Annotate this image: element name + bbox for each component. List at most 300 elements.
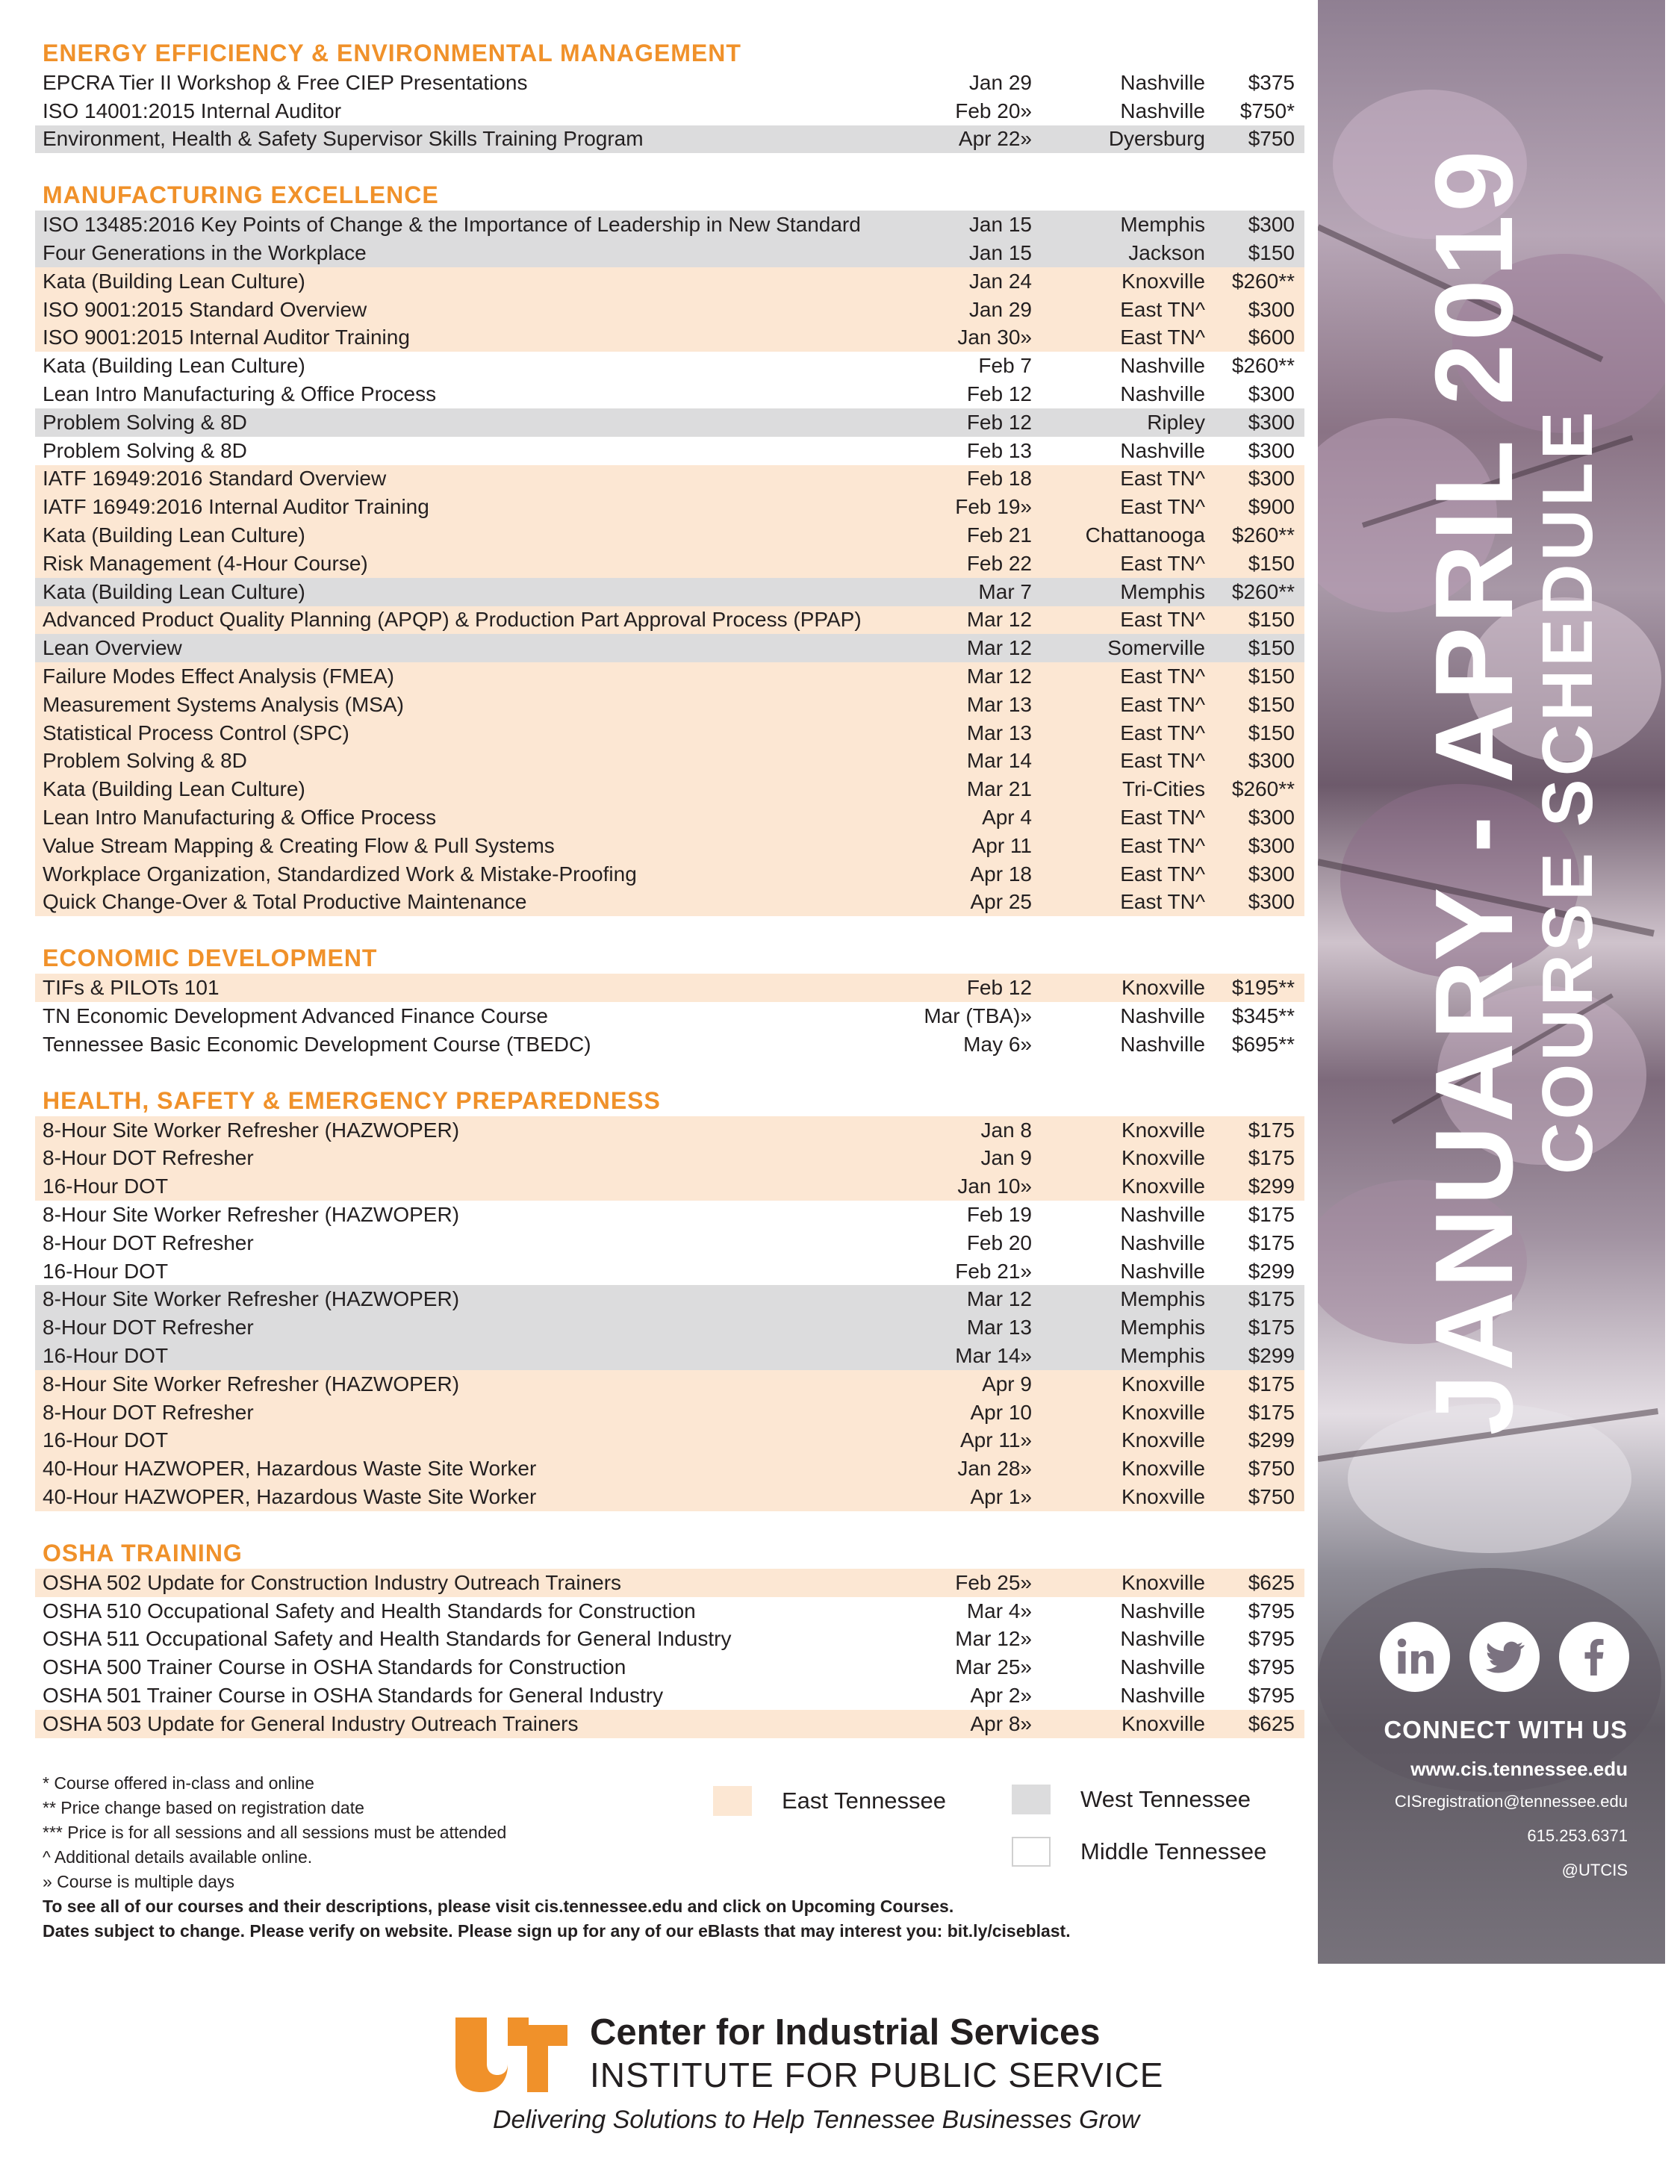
course-name: Lean Overview [43, 636, 182, 660]
course-location: Nashville [1120, 1599, 1205, 1623]
course-name: Problem Solving & 8D [43, 438, 247, 462]
course-location: Knoxville [1121, 1400, 1205, 1424]
course-location: Nashville [1120, 1004, 1205, 1027]
course-row [35, 1455, 1304, 1483]
course-row [35, 832, 1304, 860]
course-name: Value Stream Mapping & Creating Flow & Pull Systems [43, 833, 555, 857]
course-date: Feb 12 [966, 382, 1032, 406]
course-row [35, 267, 1304, 296]
course-date: Jan 8 [980, 1118, 1032, 1142]
course-location: East TN^ [1120, 297, 1205, 321]
course-name: Workplace Organization, Standardized Work & Mistake-Proofing [43, 862, 637, 886]
course-location: Nashville [1120, 382, 1205, 406]
course-location: East TN^ [1120, 326, 1205, 349]
course-date: Apr 1» [970, 1484, 1032, 1508]
course-location: East TN^ [1120, 495, 1205, 519]
course-row [35, 1597, 1304, 1625]
course-date: Feb 12 [966, 976, 1032, 1000]
course-price: $300 [1248, 467, 1295, 491]
course-price: $300 [1248, 213, 1295, 237]
course-date: Apr 22» [958, 127, 1032, 151]
course-date: Feb 22 [966, 551, 1032, 575]
section-title: ECONOMIC DEVELOPMENT [43, 945, 378, 972]
vertical-title [1413, 45, 1613, 1538]
course-price: $260** [1231, 269, 1295, 293]
course-name: OSHA 500 Trainer Course in OSHA Standards for Construction [43, 1655, 626, 1679]
section-title: OSHA TRAINING [43, 1539, 243, 1567]
course-name: 16-Hour DOT [43, 1259, 169, 1283]
course-row [35, 97, 1304, 125]
course-name: Kata (Building Lean Culture) [43, 354, 305, 378]
org-name: Center for Industrial Services [590, 2012, 1101, 2053]
course-name: 40-Hour HAZWOPER, Hazardous Waste Site Worker [43, 1457, 537, 1481]
course-name: 8-Hour Site Worker Refresher (HAZWOPER) [43, 1202, 460, 1226]
course-date: Feb 19 [966, 1202, 1032, 1226]
course-name: 16-Hour DOT [43, 1175, 169, 1198]
course-location: Memphis [1120, 1343, 1205, 1367]
course-location: Nashville [1120, 1259, 1205, 1283]
course-name: 16-Hour DOT [43, 1343, 169, 1367]
section-title: MANUFACTURING EXCELLENCE [43, 181, 439, 209]
legend-east-label: East Tennessee [782, 1788, 947, 1814]
course-row [35, 1145, 1304, 1173]
course-row [35, 1229, 1304, 1257]
connect-heading: CONNECT WITH US [1384, 1716, 1628, 1743]
course-name: Failure Modes Effect Analysis (FMEA) [43, 665, 394, 688]
course-price: $300 [1248, 438, 1295, 462]
course-date: Feb 20 [966, 1231, 1032, 1254]
course-date: Feb 20» [955, 99, 1032, 122]
course-location: Knoxville [1121, 1484, 1205, 1508]
legend-west-label: West Tennessee [1080, 1786, 1251, 1812]
course-name: 8-Hour Site Worker Refresher (HAZWOPER) [43, 1287, 460, 1311]
course-date: Apr 2» [970, 1683, 1032, 1707]
course-price: $300 [1248, 862, 1295, 886]
course-location: Chattanooga [1085, 523, 1205, 547]
course-name: Quick Change-Over & Total Productive Maintenance [43, 890, 527, 914]
course-row [35, 747, 1304, 776]
course-price: $150 [1248, 636, 1295, 660]
legend-east [713, 1786, 946, 1816]
course-row [35, 1285, 1304, 1313]
course-location: Nashville [1120, 1683, 1205, 1707]
course-location: Somerville [1107, 636, 1205, 660]
course-date: Apr 25 [970, 890, 1032, 914]
course-location: East TN^ [1120, 692, 1205, 716]
course-date: Mar 13 [966, 721, 1032, 744]
course-date: Apr 10 [970, 1400, 1032, 1424]
course-location: East TN^ [1120, 721, 1205, 744]
footnote: » Course is multiple days [43, 1872, 234, 1891]
course-name: 40-Hour HAZWOPER, Hazardous Waste Site Worker [43, 1484, 537, 1508]
title-schedule: COURSE SCHEDULE [1528, 408, 1608, 1175]
course-name: ISO 9001:2015 Internal Auditor Training [43, 326, 410, 349]
course-row [35, 719, 1304, 747]
course-price: $260** [1231, 579, 1295, 603]
schedule-section [35, 37, 1304, 153]
course-date: Feb 18 [966, 467, 1032, 491]
course-location: Dyersburg [1108, 127, 1205, 151]
course-location: Nashville [1120, 1231, 1205, 1254]
course-row [35, 380, 1304, 408]
course-name: TIFs & PILOTs 101 [43, 976, 220, 1000]
course-row [35, 324, 1304, 352]
course-name: Problem Solving & 8D [43, 410, 247, 434]
east-swatch [713, 1786, 752, 1816]
course-row [35, 634, 1304, 662]
course-location: Nashville [1120, 70, 1205, 94]
course-date: Mar 4» [966, 1599, 1032, 1623]
course-row [35, 1172, 1304, 1201]
course-name: OSHA 502 Update for Construction Industry Outreach Trainers [43, 1570, 622, 1594]
course-date: Mar 12 [966, 665, 1032, 688]
course-price: $299 [1248, 1343, 1295, 1367]
course-price: $299 [1248, 1428, 1295, 1452]
course-date: Mar 21 [966, 777, 1032, 801]
course-row [35, 803, 1304, 832]
course-location: Memphis [1120, 579, 1205, 603]
course-location: Ripley [1147, 410, 1205, 434]
course-name: IATF 16949:2016 Standard Overview [43, 467, 387, 491]
course-name: OSHA 511 Occupational Safety and Health Standards for General Industry [43, 1627, 732, 1651]
course-row [35, 775, 1304, 803]
course-name: ISO 9001:2015 Standard Overview [43, 297, 367, 321]
course-price: $150 [1248, 241, 1295, 265]
section-title: ENERGY EFFICIENCY & ENVIRONMENTAL MANAGEMENT [43, 40, 741, 66]
title-dates: JANUARY - APRIL 2019 [1413, 147, 1536, 1436]
course-location: Nashville [1120, 354, 1205, 378]
course-name: OSHA 503 Update for General Industry Outreach Trainers [43, 1711, 579, 1735]
course-location: Memphis [1120, 1316, 1205, 1340]
course-row [35, 1426, 1304, 1455]
course-date: Jan 29 [968, 297, 1032, 321]
course-price: $150 [1248, 721, 1295, 744]
course-date: Apr 18 [970, 862, 1032, 886]
course-price: $300 [1248, 297, 1295, 321]
middle-swatch [1012, 1837, 1051, 1867]
course-date: May 6» [963, 1032, 1032, 1056]
course-price: $695** [1231, 1032, 1295, 1056]
course-row [35, 1116, 1304, 1145]
course-name: ISO 14001:2015 Internal Auditor [43, 99, 342, 122]
institute-name: INSTITUTE FOR PUBLIC SERVICE [590, 2056, 1164, 2094]
course-date: Apr 8» [970, 1711, 1032, 1735]
footer-note: Dates subject to change. Please verify on website. Please sign up for any of our eBlasts that may interest you: bit.ly/ciseblast. [43, 1921, 1071, 1941]
course-price: $195** [1231, 976, 1295, 1000]
course-date: Jan 10» [957, 1175, 1032, 1198]
course-price: $345** [1231, 1004, 1295, 1027]
course-location: Knoxville [1121, 976, 1205, 1000]
course-price: $300 [1248, 749, 1295, 773]
course-name: IATF 16949:2016 Internal Auditor Training [43, 495, 429, 519]
course-name: Four Generations in the Workplace [43, 241, 367, 265]
course-row [35, 1313, 1304, 1342]
course-price: $300 [1248, 410, 1295, 434]
course-price: $260** [1231, 354, 1295, 378]
phone-number: 615.253.6371 [1527, 1826, 1628, 1845]
linkedin-icon[interactable] [1380, 1622, 1450, 1692]
course-price: $750 [1248, 1484, 1295, 1508]
course-name: 8-Hour Site Worker Refresher (HAZWOPER) [43, 1372, 460, 1396]
course-row [35, 296, 1304, 324]
course-price: $150 [1248, 551, 1295, 575]
course-date: Feb 25» [955, 1570, 1032, 1594]
course-location: Knoxville [1121, 1457, 1205, 1481]
course-location: Knoxville [1121, 1175, 1205, 1198]
ut-logo [455, 2017, 567, 2092]
course-date: Mar 13 [966, 692, 1032, 716]
course-row [35, 1342, 1304, 1370]
course-row [35, 239, 1304, 267]
course-date: Feb 13 [966, 438, 1032, 462]
course-row [35, 1569, 1304, 1597]
course-date: Feb 21 [966, 523, 1032, 547]
course-price: $175 [1248, 1372, 1295, 1396]
course-price: $150 [1248, 692, 1295, 716]
course-price: $260** [1231, 777, 1295, 801]
course-price: $300 [1248, 806, 1295, 830]
course-row [35, 1681, 1304, 1710]
course-date: Feb 21» [955, 1259, 1032, 1283]
course-date: Jan 15 [968, 241, 1032, 265]
course-location: East TN^ [1120, 806, 1205, 830]
course-name: Statistical Process Control (SPC) [43, 721, 349, 744]
course-price: $795 [1248, 1683, 1295, 1707]
course-row [35, 662, 1304, 691]
course-date: Feb 12 [966, 410, 1032, 434]
course-date: Jan 24 [968, 269, 1032, 293]
footnote: ** Price change based on registration date [43, 1798, 364, 1817]
course-row [35, 1653, 1304, 1681]
course-name: Advanced Product Quality Planning (APQP) & Production Part Approval Process (PPAP) [43, 608, 862, 632]
course-row [35, 1201, 1304, 1229]
social-links [1380, 1622, 1629, 1692]
course-name: 16-Hour DOT [43, 1428, 169, 1452]
course-row [35, 69, 1304, 97]
legend-middle-label: Middle Tennessee [1080, 1838, 1267, 1864]
course-name: Kata (Building Lean Culture) [43, 269, 305, 293]
social-handle[interactable]: @UTCIS [1561, 1861, 1628, 1879]
legend-middle [1012, 1837, 1266, 1867]
course-location: East TN^ [1120, 833, 1205, 857]
course-location: Memphis [1120, 213, 1205, 237]
course-date: Mar 14» [955, 1343, 1032, 1367]
course-price: $750 [1248, 127, 1295, 151]
course-location: East TN^ [1120, 665, 1205, 688]
course-row [35, 437, 1304, 465]
course-date: Apr 11 [971, 833, 1032, 857]
course-date: Mar 7 [978, 579, 1032, 603]
course-row [35, 521, 1304, 550]
course-row [35, 408, 1304, 437]
course-row [35, 1257, 1304, 1286]
course-date: Jan 30» [957, 326, 1032, 349]
course-location: Jackson [1128, 241, 1205, 265]
course-row [35, 125, 1304, 154]
course-name: OSHA 501 Trainer Course in OSHA Standards for General Industry [43, 1683, 664, 1707]
schedule-section [35, 1085, 1304, 1511]
course-location: Knoxville [1121, 1118, 1205, 1142]
course-name: 8-Hour DOT Refresher [43, 1146, 254, 1170]
course-name: Kata (Building Lean Culture) [43, 523, 305, 547]
course-date: Mar 14 [966, 749, 1032, 773]
legend-west [1012, 1785, 1251, 1814]
course-price: $625 [1248, 1570, 1295, 1594]
course-date: Mar 12 [966, 1287, 1032, 1311]
course-location: East TN^ [1120, 749, 1205, 773]
course-row [35, 493, 1304, 521]
course-date: Mar (TBA)» [924, 1004, 1032, 1027]
course-date: Jan 28» [957, 1457, 1032, 1481]
course-name: Risk Management (4-Hour Course) [43, 551, 368, 575]
facebook-icon[interactable] [1559, 1622, 1629, 1692]
course-name: Kata (Building Lean Culture) [43, 579, 305, 603]
course-location: Nashville [1120, 1032, 1205, 1056]
course-price: $175 [1248, 1400, 1295, 1424]
course-location: Knoxville [1121, 1570, 1205, 1594]
tagline: Delivering Solutions to Help Tennessee Businesses Grow [493, 2106, 1140, 2134]
course-name: OSHA 510 Occupational Safety and Health Standards for Construction [43, 1599, 696, 1623]
course-row [35, 1483, 1304, 1511]
course-location: Knoxville [1121, 1146, 1205, 1170]
course-location: Knoxville [1121, 1372, 1205, 1396]
course-price: $175 [1248, 1231, 1295, 1254]
course-name: EPCRA Tier II Workshop & Free CIEP Presentations [43, 70, 528, 94]
course-price: $750 [1248, 1457, 1295, 1481]
course-price: $300 [1248, 890, 1295, 914]
course-row [35, 1002, 1304, 1030]
course-row [35, 691, 1304, 719]
course-price: $175 [1248, 1287, 1295, 1311]
course-price: $900 [1248, 495, 1295, 519]
course-location: Tri-Cities [1122, 777, 1205, 801]
course-price: $175 [1248, 1316, 1295, 1340]
course-price: $795 [1248, 1655, 1295, 1679]
course-location: Knoxville [1121, 269, 1205, 293]
connect-block [1318, 1716, 1628, 1895]
website-link[interactable]: www.cis.tennessee.edu [1410, 1758, 1628, 1780]
course-location: Nashville [1120, 1627, 1205, 1651]
region-legend [713, 1786, 1310, 1883]
course-name: Measurement Systems Analysis (MSA) [43, 692, 404, 716]
footer-branding [455, 2009, 1277, 2158]
course-name: TN Economic Development Advanced Finance Course [43, 1004, 549, 1027]
course-price: $260** [1231, 523, 1295, 547]
email-link[interactable]: CISregistration@tennessee.edu [1394, 1792, 1628, 1811]
course-row [35, 606, 1304, 635]
course-name: Problem Solving & 8D [43, 749, 247, 773]
course-name: Lean Intro Manufacturing & Office Process [43, 806, 437, 830]
course-price: $175 [1248, 1202, 1295, 1226]
west-swatch [1012, 1785, 1051, 1814]
course-row [35, 211, 1304, 239]
footnote: * Course offered in-class and online [43, 1773, 314, 1793]
course-date: Jan 9 [980, 1146, 1032, 1170]
course-date: Apr 9 [982, 1372, 1032, 1396]
course-location: East TN^ [1120, 467, 1205, 491]
course-location: East TN^ [1120, 862, 1205, 886]
course-name: Environment, Health & Safety Supervisor Skills Training Program [43, 127, 644, 151]
course-date: Mar 25» [955, 1655, 1032, 1679]
course-date: Feb 7 [978, 354, 1032, 378]
footnote: ^ Additional details available online. [43, 1847, 313, 1867]
schedule-section [35, 179, 1304, 916]
course-price: $175 [1248, 1146, 1295, 1170]
course-location: Knoxville [1121, 1428, 1205, 1452]
course-price: $600 [1248, 326, 1295, 349]
course-location: Nashville [1120, 438, 1205, 462]
course-row [35, 1030, 1304, 1059]
course-row [35, 1625, 1304, 1653]
course-location: Nashville [1120, 1202, 1205, 1226]
course-location: Knoxville [1121, 1711, 1205, 1735]
course-name: Tennessee Basic Economic Development Course (TBEDC) [43, 1032, 591, 1056]
course-row [35, 1399, 1304, 1427]
course-date: Apr 4 [982, 806, 1032, 830]
course-row [35, 578, 1304, 606]
course-row [35, 550, 1304, 578]
course-date: Mar 12 [966, 636, 1032, 660]
course-row [35, 352, 1304, 380]
course-name: 8-Hour DOT Refresher [43, 1316, 254, 1340]
course-name: 8-Hour DOT Refresher [43, 1400, 254, 1424]
course-location: East TN^ [1120, 551, 1205, 575]
course-date: Mar 13 [966, 1316, 1032, 1340]
course-location: Nashville [1120, 99, 1205, 122]
schedule-section [35, 1537, 1304, 1738]
schedule-section [35, 942, 1304, 1058]
course-row [35, 974, 1304, 1002]
course-price: $175 [1248, 1118, 1295, 1142]
course-price: $795 [1248, 1599, 1295, 1623]
course-date: Mar 12 [966, 608, 1032, 632]
course-price: $300 [1248, 382, 1295, 406]
course-name: Kata (Building Lean Culture) [43, 777, 305, 801]
footer-note: To see all of our courses and their descriptions, please visit cis.tennessee.edu and click on Upcoming Courses. [43, 1897, 954, 1916]
course-date: Mar 12» [955, 1627, 1032, 1651]
course-date: Jan 29 [968, 70, 1032, 94]
section-title: HEALTH, SAFETY & EMERGENCY PREPAREDNESS [43, 1086, 661, 1114]
course-price: $750* [1239, 99, 1295, 122]
course-name: ISO 13485:2016 Key Points of Change & the Importance of Leadership in New Standard [43, 213, 861, 237]
course-row [35, 889, 1304, 917]
course-location: East TN^ [1120, 890, 1205, 914]
course-price: $150 [1248, 665, 1295, 688]
course-date: Jan 15 [968, 213, 1032, 237]
course-location: East TN^ [1120, 608, 1205, 632]
course-row [35, 465, 1304, 494]
course-name: Lean Intro Manufacturing & Office Process [43, 382, 437, 406]
course-date: Apr 11» [960, 1428, 1032, 1452]
course-price: $299 [1248, 1259, 1295, 1283]
course-location: Nashville [1120, 1655, 1205, 1679]
course-location: Memphis [1120, 1287, 1205, 1311]
course-price: $795 [1248, 1627, 1295, 1651]
course-price: $150 [1248, 608, 1295, 632]
course-name: 8-Hour Site Worker Refresher (HAZWOPER) [43, 1118, 460, 1142]
course-name: 8-Hour DOT Refresher [43, 1231, 254, 1254]
course-price: $300 [1248, 833, 1295, 857]
course-price: $299 [1248, 1175, 1295, 1198]
footnote: *** Price is for all sessions and all sessions must be attended [43, 1823, 507, 1842]
course-row [35, 1370, 1304, 1399]
course-price: $625 [1248, 1711, 1295, 1735]
course-row [35, 1710, 1304, 1738]
course-price: $375 [1248, 70, 1295, 94]
course-schedule [35, 37, 1304, 1764]
twitter-icon[interactable] [1469, 1622, 1540, 1692]
course-date: Feb 19» [955, 495, 1032, 519]
